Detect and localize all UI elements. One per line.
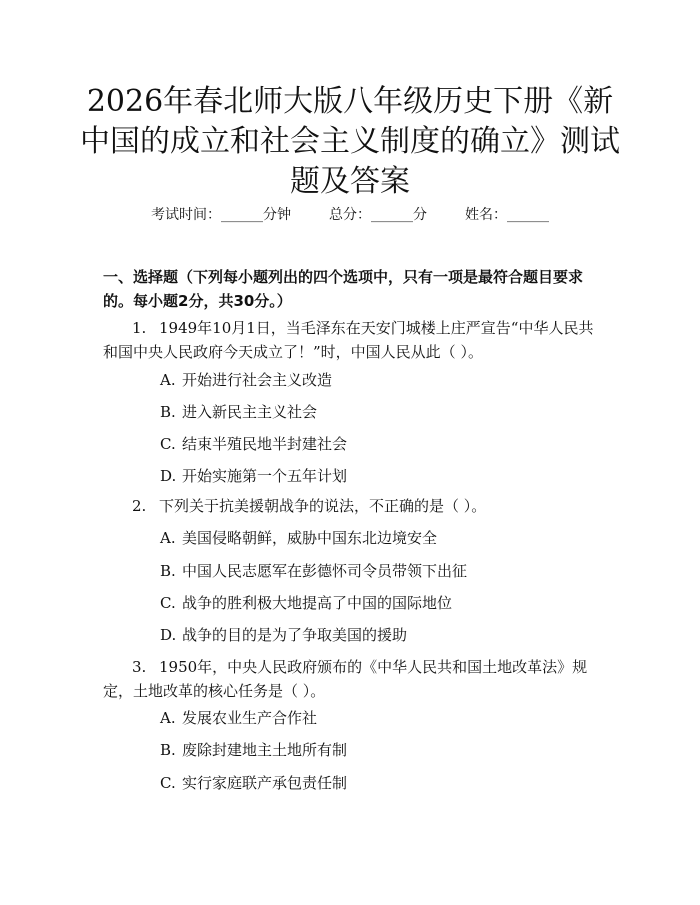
option-letter: D. (160, 467, 177, 485)
question-number: 2. (132, 497, 147, 515)
question-2 (103, 494, 595, 518)
option-letter: B. (160, 741, 176, 759)
q1-option-d (160, 466, 347, 486)
option-text: 发展农业生产合作社 (182, 709, 318, 727)
option-letter: C. (160, 594, 176, 612)
q2-option-a (160, 528, 437, 548)
q1-option-b (160, 402, 317, 422)
question-number: 1. (132, 319, 147, 337)
option-letter: A. (160, 529, 176, 547)
q2-option-c (160, 593, 452, 613)
option-text: 开始实施第一个五年计划 (182, 467, 348, 485)
option-text: 中国人民志愿军在彭德怀司令员带领下出征 (182, 562, 468, 580)
option-letter: D. (160, 626, 177, 644)
section-heading: 一、选择题（下列每小题列出的四个选项中，只有一项是最符合题目要求的。每小题2分，共30分。） (103, 268, 584, 310)
q1-option-a (160, 370, 332, 390)
q3-option-a (160, 708, 317, 728)
option-text: 实行家庭联产承包责任制 (182, 774, 348, 792)
total-score: 总分：______分 (329, 207, 427, 223)
option-letter: B. (160, 403, 176, 421)
option-text: 战争的目的是为了争取美国的援助 (182, 626, 408, 644)
question-text: 下列关于抗美援朝战争的说法，不正确的是（ ）。 (159, 497, 487, 515)
exam-time: 考试时间：______分钟 (151, 207, 291, 223)
option-text: 废除封建地主土地所有制 (182, 741, 348, 759)
question-text: 1950年，中央人民政府颁布的《中华人民共和国土地改革法》规定，土地改革的核心任务是（ ）。 (103, 658, 588, 700)
q3-option-c (160, 773, 347, 793)
q3-option-b (160, 740, 347, 760)
option-letter: B. (160, 562, 176, 580)
question-1 (103, 316, 595, 364)
option-text: 进入新民主主义社会 (182, 403, 318, 421)
question-3 (103, 655, 595, 703)
option-text: 战争的胜利极大地提高了中国的国际地位 (182, 594, 453, 612)
exam-meta (0, 205, 700, 225)
option-text: 开始进行社会主义改造 (182, 371, 333, 389)
option-text: 美国侵略朝鲜，威胁中国东北边境安全 (182, 529, 438, 547)
option-letter: C. (160, 774, 176, 792)
option-letter: A. (160, 709, 176, 727)
question-number: 3. (132, 658, 147, 676)
q1-option-c (160, 434, 347, 454)
question-text: 1949年10月1日，当毛泽东在天安门城楼上庄严宣告“中华人民共和国中央人民政府今天成立了！”时，中国人民从此（ ）。 (103, 319, 594, 361)
document-title: 2026年春北师大版八年级历史下册《新中国的成立和社会主义制度的确立》测试题及答案 (80, 84, 620, 199)
option-letter: A. (160, 371, 176, 389)
option-letter: C. (160, 435, 176, 453)
student-name: 姓名：______ (465, 207, 549, 223)
q2-option-d (160, 625, 407, 645)
option-text: 结束半殖民地半封建社会 (182, 435, 348, 453)
q2-option-b (160, 561, 467, 581)
